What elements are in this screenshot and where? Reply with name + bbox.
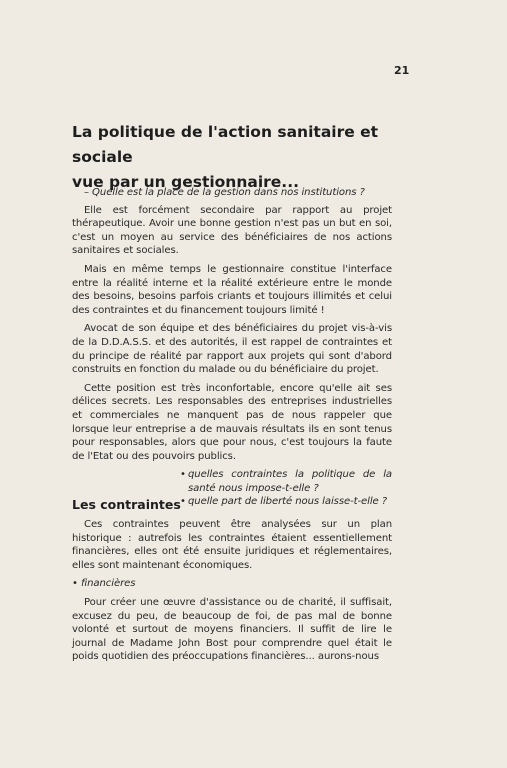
interview-block bbox=[72, 186, 392, 509]
paragraph-6: Pour créer une œuvre d'assistance ou de charité, il suffisait, excusez du peu, de beaucoup de foi, de pas mal de bonne volonté et surtout de moyens financiers. Il suffit de lire le journal de Madame John Bost pour comprendre quel était le poids quotidien des préoccupations financières... aurons-nous bbox=[72, 596, 392, 663]
subheading-financieres: • financières bbox=[72, 578, 136, 590]
paragraph-5: Ces contraintes peuvent être analysées sur un plan historique : autrefois les contraintes étaient essentiellement financières, elles ont été ensuite juridiques et réglementaires, elles sont maintenant économiques. bbox=[72, 519, 392, 571]
title-line-2: vue par un gestionnaire... bbox=[72, 173, 299, 191]
question: – Quelle est la place de la gestion dans nos institutions ? bbox=[84, 187, 365, 198]
title-line-1: La politique de l'action sanitaire et sociale bbox=[72, 123, 379, 166]
page-title bbox=[72, 120, 402, 195]
page-number: 21 bbox=[394, 64, 410, 77]
paragraph-2: Mais en même temps le gestionnaire constitue l'interface entre la réalité interne et la réalité extérieure entre le monde des besoins, besoins parfois criants et toujours illimités et celui des contraintes et du financement toujours limité ! bbox=[72, 263, 392, 316]
paragraph-1: Elle est forcément secondaire par rapport au projet thérapeutique. Avoir une bonne gestion n'est pas un but en soi, c'est un moyen au service des bénéficiaires de nos actions sanitaires et sociales. bbox=[72, 204, 392, 257]
section-heading: Les contraintes bbox=[72, 497, 181, 512]
list-item: • quelle part de liberté nous laisse-t-elle ? bbox=[180, 495, 392, 509]
constraints-block bbox=[72, 518, 392, 664]
paragraph-3: Avocat de son équipe et des bénéficiaires du projet vis-à-vis de la D.D.A.S.S. et des autorités, il est rappel de contraintes et du principe de réalité par rapport aux projets qui sont d'abord construits en fonction du malade ou du bénéficiaire du projet. bbox=[72, 323, 392, 376]
list-item: • quelles contraintes la politique de la santé nous impose-t-elle ? bbox=[180, 468, 392, 495]
paragraph-4: Cette position est très inconfortable, encore qu'elle ait ses délices secrets. Les responsables des entreprises industrielles et commerciales ne manquent pas de nous rappeler que lorsque leur entreprise a de mauvais résultats ils en sont tenus pour responsables, alors que pour nous, c'est toujours la faute de l'Etat ou des pouvoirs publics. bbox=[72, 382, 392, 462]
